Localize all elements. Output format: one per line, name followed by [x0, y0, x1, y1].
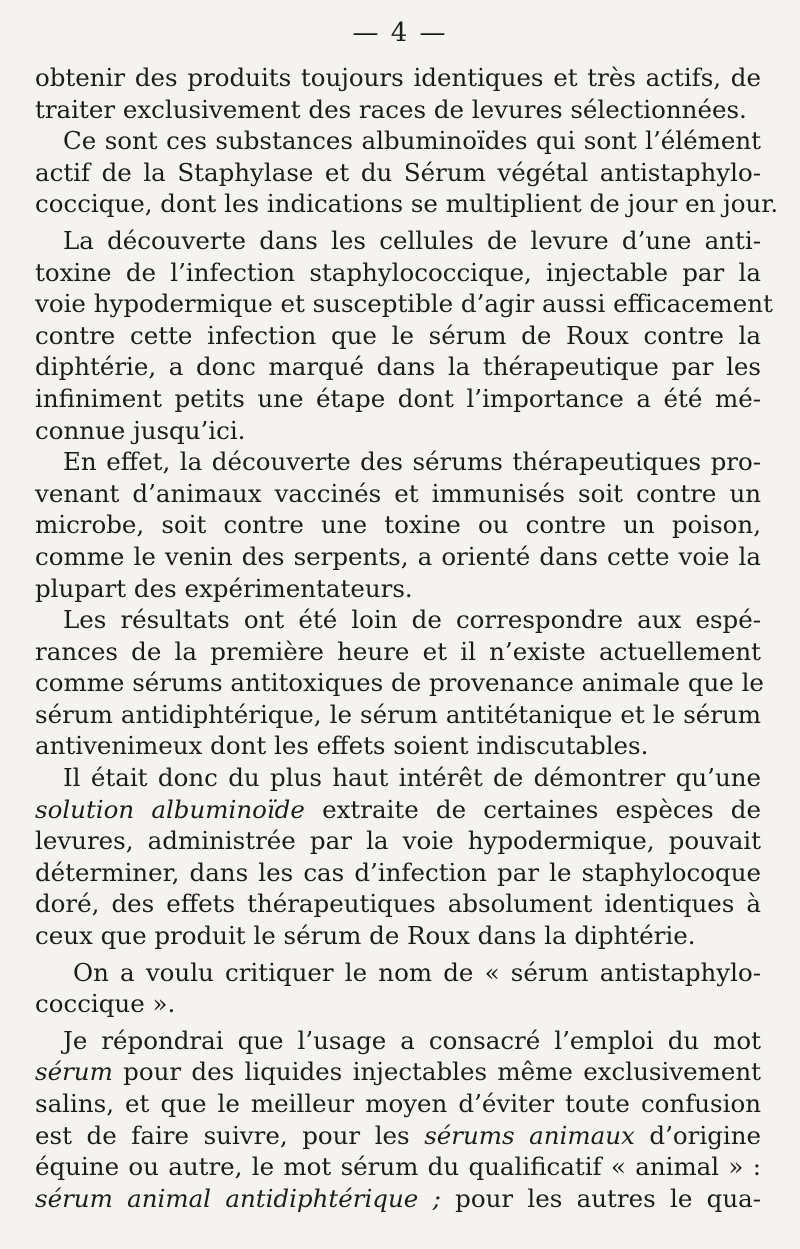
text-line: traiter exclusivement des races de levures sélectionnées. — [35, 94, 747, 124]
text-line: déterminer, dans les cas d’infection par le staphylocoque — [35, 857, 761, 887]
text-line: coccique, dont les indications se multiplient de jour en jour. — [35, 189, 779, 219]
paragraph-start-line: On a voulu critiquer le nom de « sérum antistaphylo- — [73, 957, 761, 987]
text-line: salins, et que le meilleur moyen d’éviter toute confusion — [35, 1089, 761, 1118]
text-line: équine ou autre, le mot sérum du qualificatif « animal » : — [35, 1152, 761, 1182]
text-run: extraite de certaines espèces de — [304, 794, 761, 824]
text-line: microbe, soit contre une toxine ou contre un poison, — [35, 510, 761, 540]
text-line: voie hypodermique et susceptible d’agir aussi efficacement — [35, 289, 773, 319]
italic-term: solution albuminoïde — [35, 794, 305, 824]
italic-term: sérum animal antidiphtérique ; — [35, 1183, 441, 1213]
text-line: obtenir des produits toujours identiques et très actifs, de — [35, 63, 761, 92]
text-line — [35, 1120, 761, 1152]
paragraph-start-line: La découverte dans les cellules de levure d’une anti- — [63, 225, 761, 255]
text-line: doré, des effets thérapeutiques absolument identiques à — [35, 889, 761, 919]
text-line — [35, 1056, 761, 1088]
text-line: connue jusqu’ici. — [35, 415, 246, 445]
text-line: infiniment petits une étape dont l’importance a été mé- — [35, 383, 761, 413]
paragraph-start-line: Ce sont ces substances albuminoïdes qui sont l’élément — [63, 126, 761, 156]
paragraph-start-line: En effet, la découverte des sérums thérapeutiques pro- — [63, 447, 761, 477]
text-line: comme sérums antitoxiques de provenance animale que le — [35, 668, 764, 698]
text-line: venant d’animaux vaccinés et immunisés soit contre un — [35, 478, 761, 508]
text-line: contre cette infection que le sérum de Roux contre la — [35, 320, 761, 350]
text-line — [35, 794, 761, 826]
paragraph-start-line: Les résultats ont été loin de correspondre aux espé- — [63, 605, 761, 635]
text-run: pour des liquides injectables même exclusivement — [112, 1057, 761, 1087]
text-line: levures, administrée par la voie hypodermique, pouvait — [35, 826, 761, 856]
page-number: — 4 — — [352, 18, 448, 48]
italic-term: sérum — [35, 1057, 113, 1087]
text-line: rances de la première heure et il n’existe actuellement — [35, 636, 761, 666]
text-line: comme le venin des serpents, a orienté dans cette voie la — [35, 541, 761, 571]
text-line: plupart des expérimentateurs. — [35, 573, 413, 603]
text-line: ceux que produit le sérum de Roux dans la diphtérie. — [35, 921, 696, 951]
body-text — [35, 62, 779, 1214]
paragraph-start-line: Je répondrai que l’usage a consacré l’emploi du mot — [63, 1025, 761, 1055]
text-line: toxine de l’infection staphylococcique, injectable par la — [35, 257, 761, 287]
italic-term: sérums animaux — [424, 1120, 635, 1150]
text-line: actif de la Staphylase et du Sérum végétal antistaphylo- — [35, 157, 761, 187]
text-run: pour les autres le qua- — [440, 1183, 761, 1213]
text-run: d’origine — [634, 1120, 761, 1150]
text-line: sérum antidiphtérique, le sérum antitétanique et le sérum — [35, 699, 761, 729]
text-line — [35, 1183, 761, 1215]
text-line: diphtérie, a donc marqué dans la thérapeutique par les — [35, 352, 761, 382]
text-line: coccique ». — [35, 989, 176, 1019]
text-run: est de faire suivre, pour les — [35, 1120, 425, 1150]
text-line: antivenimeux dont les effets soient indiscutables. — [35, 731, 649, 761]
paragraph-start-line: Il était donc du plus haut intérêt de démontrer qu’une — [63, 763, 761, 793]
